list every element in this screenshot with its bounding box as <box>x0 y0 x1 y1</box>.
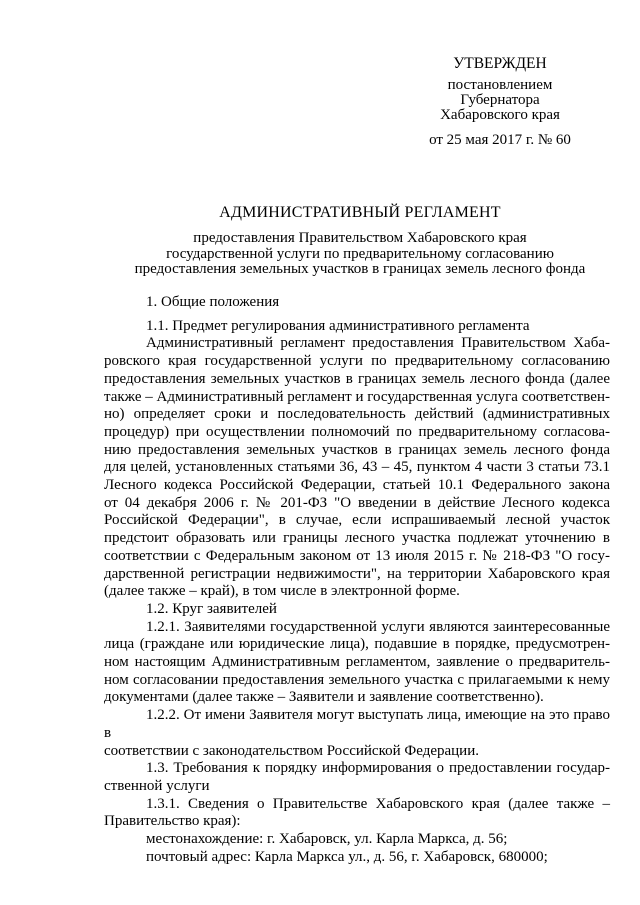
text-line: соответствии с Федеральным законом от 13 июля 2015 г. № 218-ФЗ "О госу- <box>104 547 610 564</box>
subtitle-line-3: предоставления земельных участков в границах земель лесного фонда <box>134 261 586 277</box>
text-line: Правительство края): <box>104 813 241 830</box>
document-body <box>104 294 610 867</box>
text-line: лица (граждане или юридические лица), подавшие в порядке, предусмотрен- <box>104 636 610 653</box>
text-line: ровского края государственной услуги по предварительному согласованию <box>104 353 610 370</box>
location-line: местонахождение: г. Хабаровск, ул. Карла Маркса, д. 56; <box>146 831 508 848</box>
government-info-paragraph <box>104 796 610 831</box>
text-line: также – Административный регламент и государственная услуга соответствен- <box>104 388 610 405</box>
text-line: от 04 декабря 2006 г. № 201-ФЗ "О введении в действие Лесного кодекса <box>104 494 610 511</box>
applicants-paragraph <box>104 619 610 708</box>
text-line: Административный регламент предоставления Правительством Хаба- <box>146 335 610 352</box>
approved-heading: УТВЕРЖДЕН <box>453 55 547 72</box>
subtitle-line-1: предоставления Правительством Хабаровского края <box>193 230 527 246</box>
section-heading-general: 1. Общие положения <box>146 294 280 310</box>
subsection-heading-subject: 1.1. Предмет регулирования административного регламента <box>146 317 530 334</box>
text-line: 1.2.1. Заявителями государственной услуги являются заинтересованные <box>146 618 610 635</box>
text-line: ном настоящим Административным регламентом, заявление о предваритель- <box>104 654 610 671</box>
text-line: (далее также – край), в том числе в электронной форме. <box>104 583 460 600</box>
approval-line-3: Хабаровского края <box>440 107 560 123</box>
text-line: 1.2.2. От имени Заявителя могут выступать лица, имеющие на это право в <box>104 707 610 741</box>
text-line: соответствии с законодательством Российской Федерации. <box>104 742 479 759</box>
representatives-paragraph <box>104 707 610 760</box>
subject-paragraph <box>104 335 610 601</box>
text-line: ственной услуги <box>104 777 210 794</box>
text-line: дарственной регистрации недвижимости", на территории Хабаровского края <box>104 565 610 582</box>
subtitle-line-2: государственной услуги по предварительному согласованию <box>166 245 554 262</box>
text-line: ном согласовании предоставления земельного участка с прилагаемыми к нему <box>104 671 610 688</box>
text-line: но) определяет сроки и последовательность действий (административных <box>104 406 610 423</box>
postal-address-line: почтовый адрес: Карла Маркса ул., д. 56, г. Хабаровск, 680000; <box>146 848 548 865</box>
approval-date: от 25 мая 2017 г. № 60 <box>429 132 571 148</box>
text-line: документами (далее также – Заявители и заявление соответственно). <box>104 689 544 706</box>
approval-line-1: постановлением <box>447 77 553 93</box>
approval-stamp <box>400 54 600 148</box>
text-line: предстоит образовать или границы лесного участка подлежат уточнению в <box>104 530 610 547</box>
text-line: предоставления земельных участков в границах земель лесного фонда (далее <box>104 370 610 387</box>
text-line: для целей, установленных статьями 36, 43 – 45, пунктом 4 части 3 статьи 73.1 <box>104 459 610 476</box>
document-title: АДМИНИСТРАТИВНЫЙ РЕГЛАМЕНТ <box>219 204 501 221</box>
text-line: Лесного кодекса Российской Федерации, статьей 10.1 Федерального закона <box>104 477 610 494</box>
approval-line-2: Губернатора <box>460 92 540 108</box>
text-line: процедур) при осуществлении полномочий по предварительному согласова- <box>104 423 610 440</box>
text-line: нию предоставления земельных участков в границах земель лесного фонда <box>104 441 610 458</box>
text-line: 1.3.1. Сведения о Правительстве Хабаровского края (далее также – <box>146 795 610 812</box>
title-block <box>100 203 620 278</box>
text-line: Российской Федерации", в случае, если испрашиваемый лесной участок <box>104 512 610 529</box>
subsection-heading-applicants: 1.2. Круг заявителей <box>146 600 277 617</box>
text-line: 1.3. Требования к порядку информирования о предоставлении государ- <box>146 760 610 777</box>
info-requirements-heading <box>104 760 610 795</box>
